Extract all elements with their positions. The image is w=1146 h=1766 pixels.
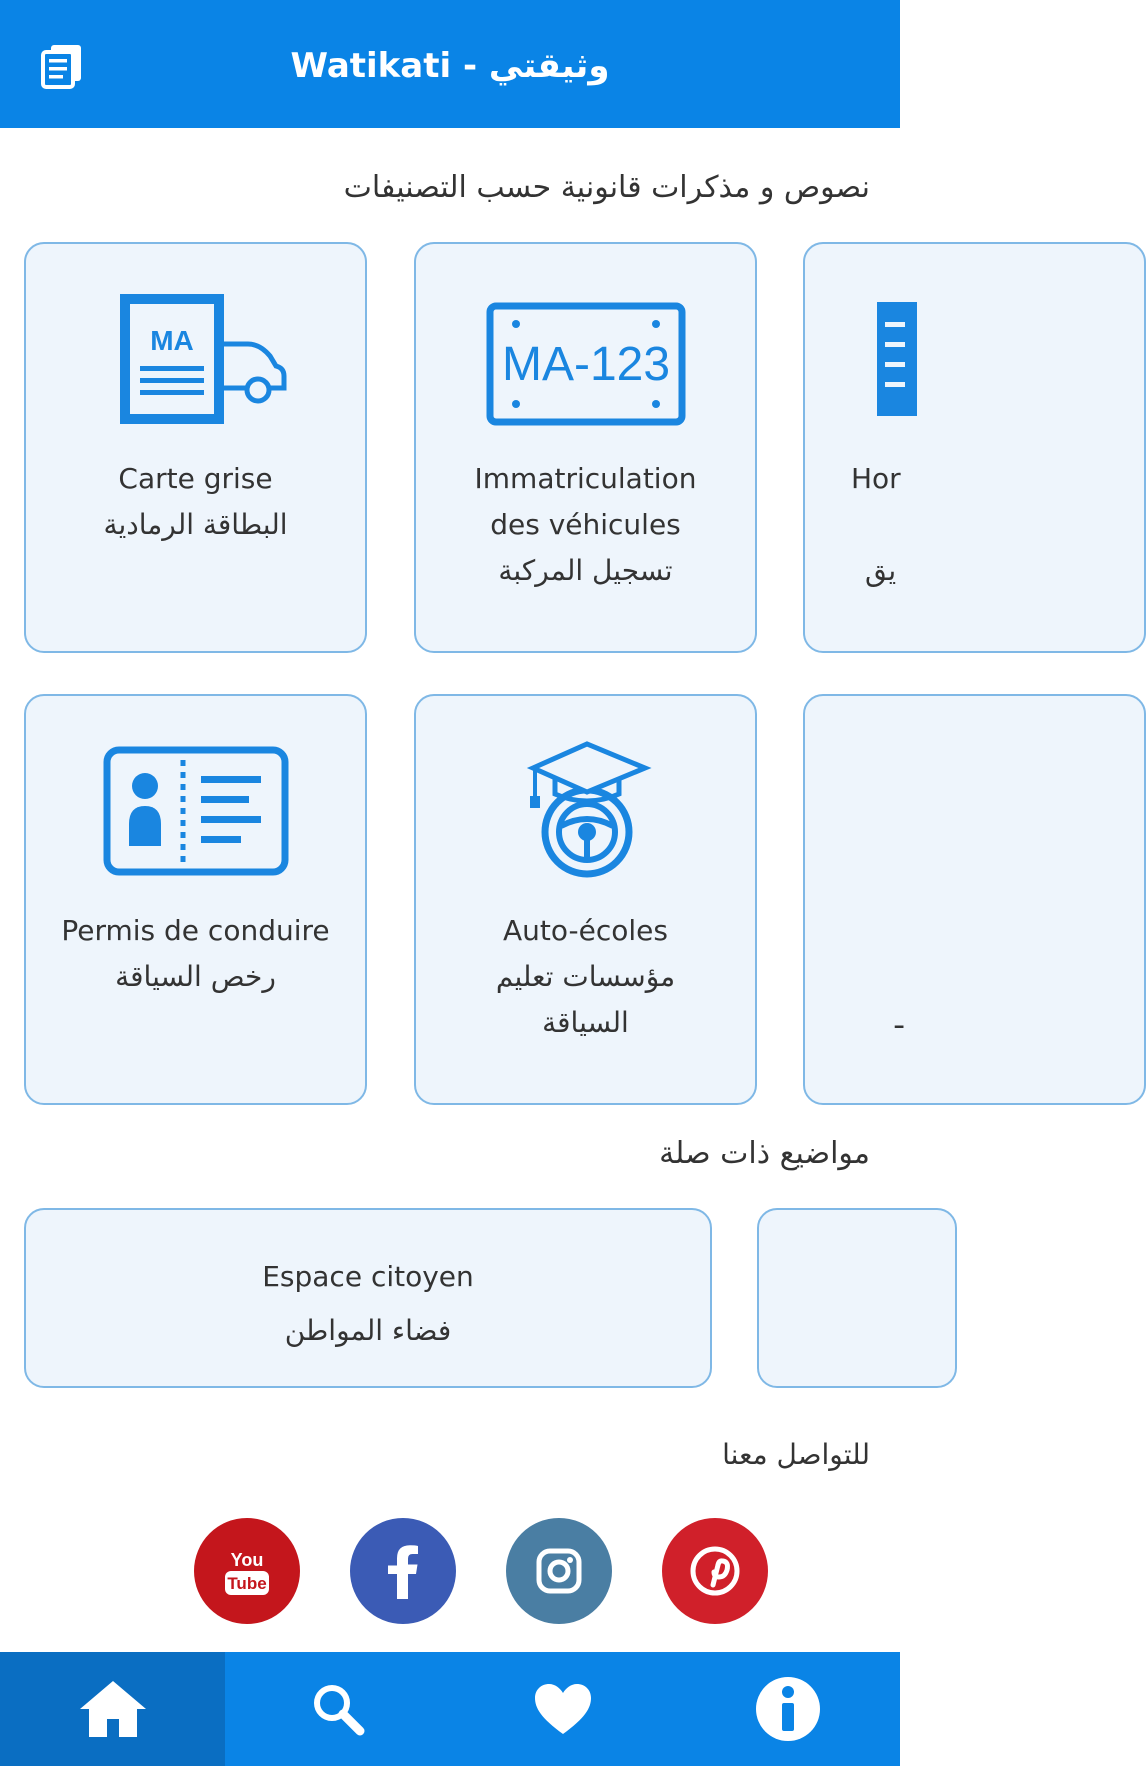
card-label-ar: البطاقة الرمادية — [103, 508, 288, 541]
driving-school-icon — [521, 740, 651, 884]
nav-search[interactable] — [225, 1652, 450, 1766]
category-card-partial-1[interactable] — [803, 242, 1146, 653]
card-label-ar: رخص السياقة — [115, 960, 276, 993]
related-card-espace-citoyen[interactable] — [24, 1208, 712, 1388]
page-title: Watikati - وثيقتي — [290, 46, 610, 86]
related-label-ar: فضاء المواطن — [284, 1314, 452, 1347]
related-labels — [26, 1250, 710, 1358]
instagram-icon — [535, 1547, 583, 1595]
card-label-ar: مؤسسات تعليم — [495, 960, 676, 993]
registration-document-car-icon — [106, 290, 286, 430]
plate-text: MA-123 — [501, 338, 670, 391]
nav-favorites[interactable] — [450, 1652, 675, 1766]
category-card-auto-ecoles[interactable] — [414, 694, 757, 1105]
card-labels — [26, 908, 365, 1000]
card-label-ar: تسجيل المركبة — [498, 554, 673, 587]
instagram-button[interactable] — [506, 1518, 612, 1624]
info-icon — [754, 1675, 822, 1743]
home-icon — [78, 1677, 148, 1741]
card-labels — [26, 456, 365, 548]
youtube-button[interactable] — [194, 1518, 300, 1624]
facebook-icon — [383, 1543, 423, 1599]
driving-license-icon — [103, 746, 289, 876]
card-label-fr: Hor — [851, 462, 901, 495]
card-label-ar: يق — [865, 554, 897, 587]
facebook-button[interactable] — [350, 1518, 456, 1624]
bottom-nav — [0, 1652, 900, 1766]
youtube-icon — [217, 1541, 277, 1601]
card-labels — [416, 908, 755, 1046]
license-plate-icon — [486, 302, 686, 426]
pinterest-icon — [689, 1545, 741, 1597]
category-card-partial-2[interactable] — [803, 694, 1146, 1105]
card-labels — [416, 456, 755, 594]
nav-home[interactable] — [0, 1652, 225, 1766]
category-card-permis[interactable] — [24, 694, 367, 1105]
category-card-carte-grise[interactable] — [24, 242, 367, 653]
contact-section-title: للتواصل معنا — [722, 1438, 870, 1471]
search-icon — [310, 1681, 366, 1737]
heart-icon — [533, 1682, 593, 1736]
card-badge-text: MA — [149, 325, 194, 356]
card-label-fr: Auto-écoles — [503, 914, 668, 947]
card-label-fr: Immatriculation — [474, 462, 697, 495]
card-label-fr: Permis de conduire — [61, 914, 330, 947]
pinterest-button[interactable] — [662, 1518, 768, 1624]
svg-text:Tube: Tube — [227, 1574, 267, 1593]
card-label-ar: ـ — [895, 1002, 904, 1035]
card-label-fr: Carte grise — [118, 462, 273, 495]
related-card-partial[interactable] — [757, 1208, 957, 1388]
category-card-immatriculation[interactable] — [414, 242, 757, 653]
document-icon — [877, 302, 917, 416]
svg-text:You: You — [230, 1550, 264, 1570]
app-header — [0, 0, 900, 128]
card-label-fr-2: des véhicules — [490, 508, 681, 541]
card-label-ar-2: السياقة — [542, 1006, 629, 1039]
nav-info[interactable] — [675, 1652, 900, 1766]
related-label-fr: Espace citoyen — [262, 1260, 474, 1293]
categories-section-title: نصوص و مذكرات قانونية حسب التصنيفات — [343, 170, 870, 205]
related-section-title: مواضيع ذات صلة — [659, 1136, 870, 1171]
